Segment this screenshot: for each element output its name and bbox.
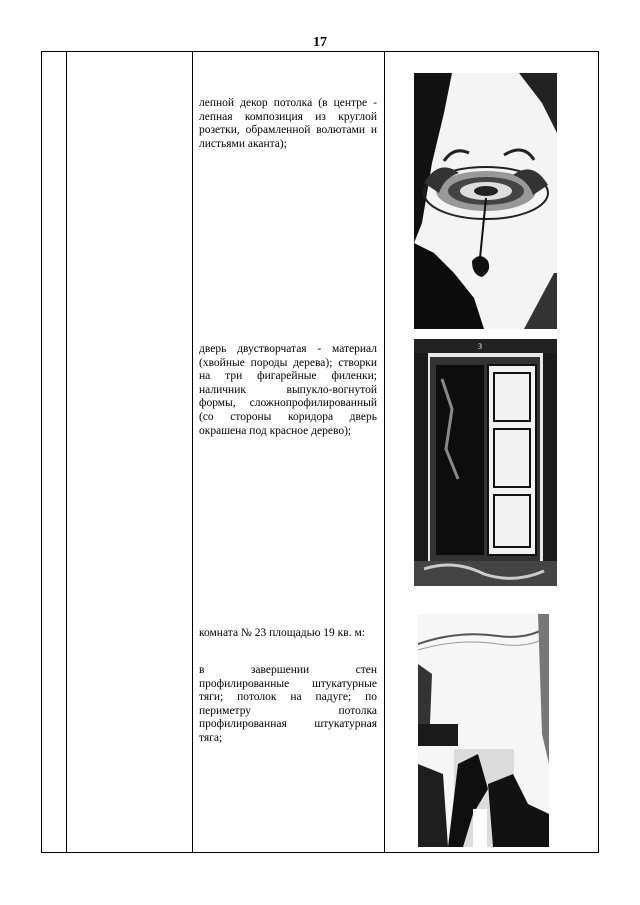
column-divider (192, 52, 193, 852)
double-door-photo (414, 339, 557, 586)
column-divider (66, 52, 67, 852)
row-description: лепной декор потолка (в центре - лепная композиция из круглой розетки, обрамленной волютами и листьями аканта); (199, 97, 377, 150)
ceiling-stucco-rosette-photo (414, 73, 557, 329)
row-description: в завершении стен профилированные штукатурные тяги; потолок на падуге; по периметру потолка профилированная штукатурная тяга; (199, 664, 377, 744)
page-number: 17 (313, 35, 327, 50)
room-cornice-photo (418, 614, 549, 847)
row-description: дверь двустворчатая - материал (хвойные породы дерева); створки на три фигарейные филенки; наличник выпукло-вогнутой формы, сложнопрофилированный (со стороны коридора дверь окрашена под красное дерево); (199, 343, 377, 437)
room-heading: комната № 23 площадью 19 кв. м: (199, 627, 365, 639)
photo-mark: 3 (478, 342, 482, 351)
column-divider (384, 52, 385, 852)
